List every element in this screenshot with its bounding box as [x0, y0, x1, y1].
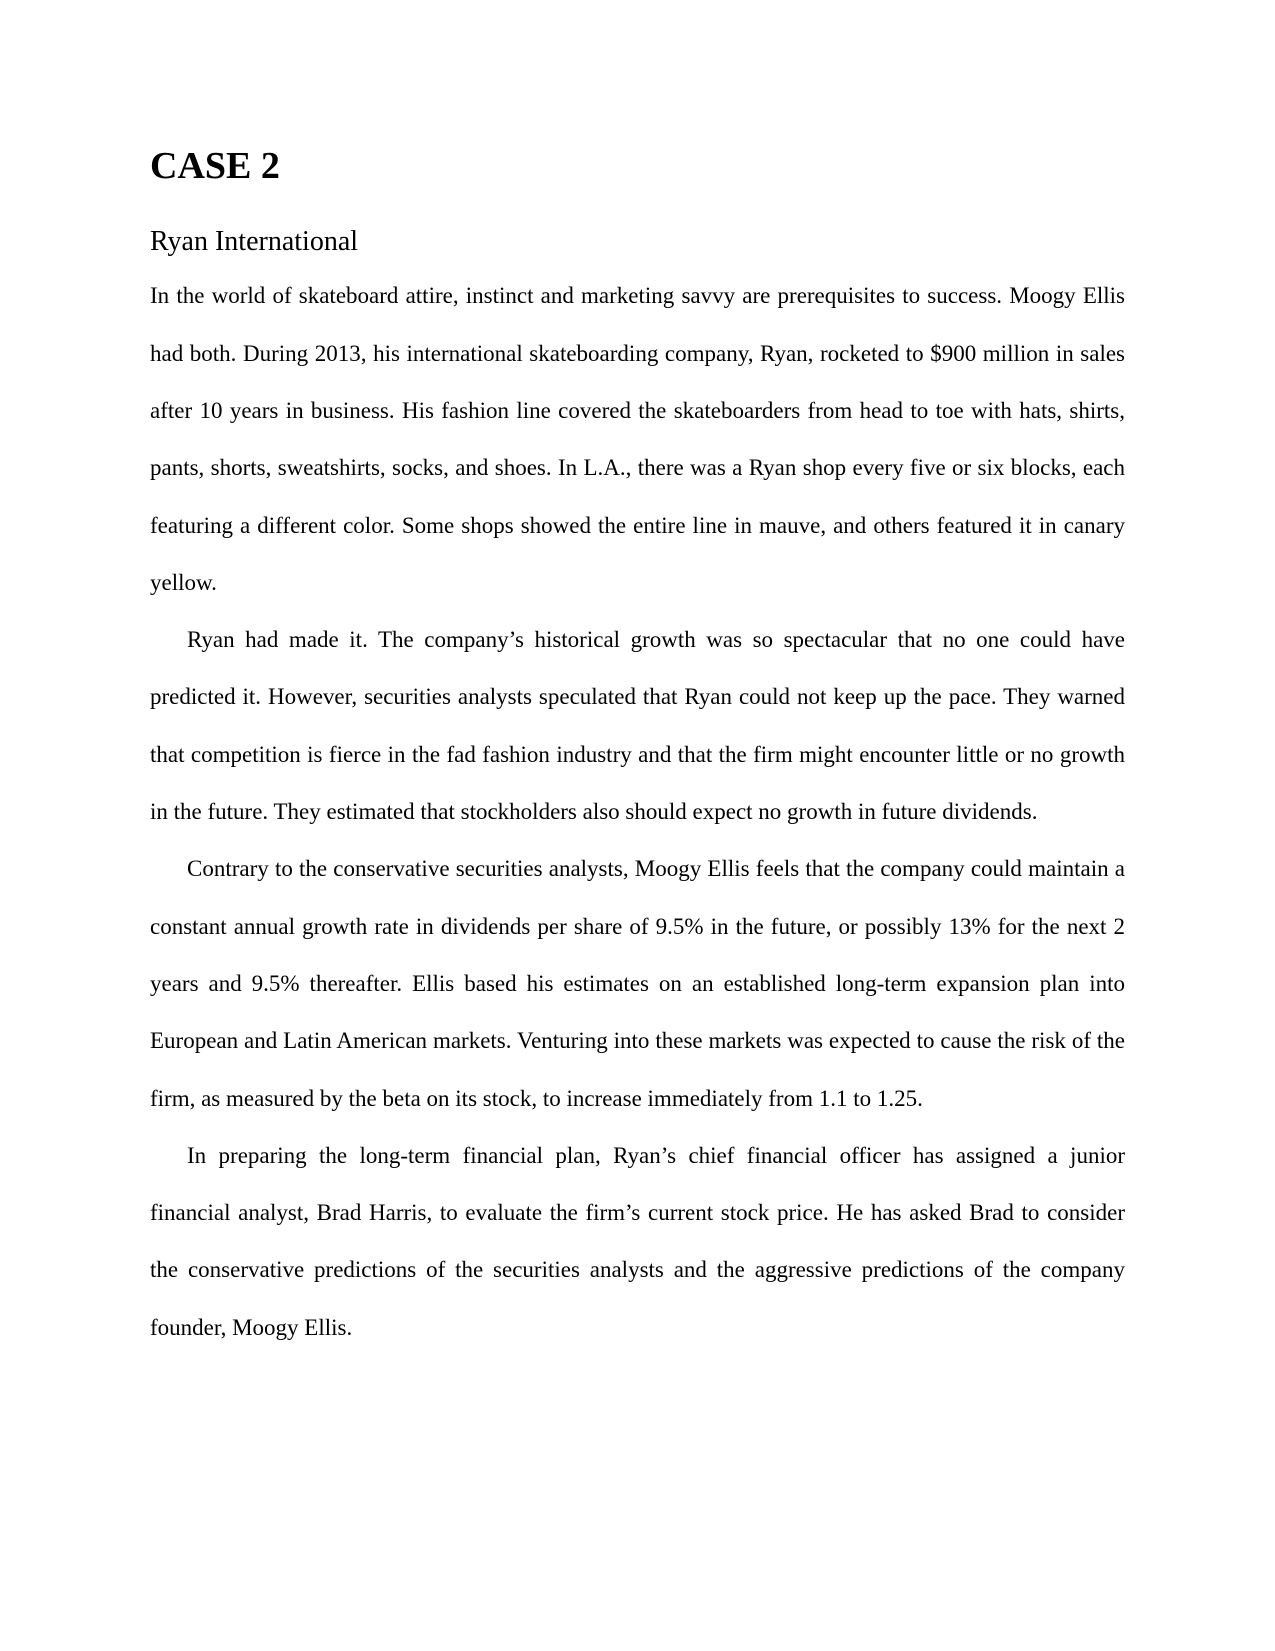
case-subtitle: Ryan International [150, 225, 359, 257]
document-page [150, 146, 1125, 1356]
paragraph-4: In preparing the long-term financial plan, Ryan’s chief financial officer has assigned a junior financial analyst, Brad Harris, to evaluate the firm’s current stock price. He has asked Brad to consider the conservative predictions of the securities analysts and the aggressive predictions of the company founder, Moogy Ellis. [150, 1142, 1125, 1340]
case-title: CASE 2 [150, 145, 280, 187]
paragraph-1: In the world of skateboard attire, instinct and marketing savvy are prerequisites to success. Moogy Ellis had both. During 2013, his international skateboarding company, Ryan, rocketed to $900 million in sales after 10 years in business. His fashion line covered the skateboarders from head to toe with hats, shirts, pants, shorts, sweatshirts, socks, and shoes. In L.A., there was a Ryan shop every five or six blocks, each featuring a different color. Some shops showed the entire line in mauve, and others featured it in canary yellow. [150, 283, 1125, 595]
paragraph-3: Contrary to the conservative securities analysts, Moogy Ellis feels that the company could maintain a constant annual growth rate in dividends per share of 9.5% in the future, or possibly 13% for the next 2 years and 9.5% thereafter. Ellis based his estimates on an established long-term expansion plan into European and Latin American markets. Venturing into these markets was expected to cause the risk of the firm, as measured by the beta on its stock, to increase immediately from 1.1 to 1.25. [150, 856, 1125, 1111]
case-body [150, 267, 1125, 1356]
paragraph-2: Ryan had made it. The company’s historical growth was so spectacular that no one could have predicted it. However, securities analysts speculated that Ryan could not keep up the pace. They warned that competition is fierce in the fad fashion industry and that the firm might encounter little or no growth in the future. They estimated that stockholders also should expect no growth in future dividends. [150, 627, 1125, 825]
